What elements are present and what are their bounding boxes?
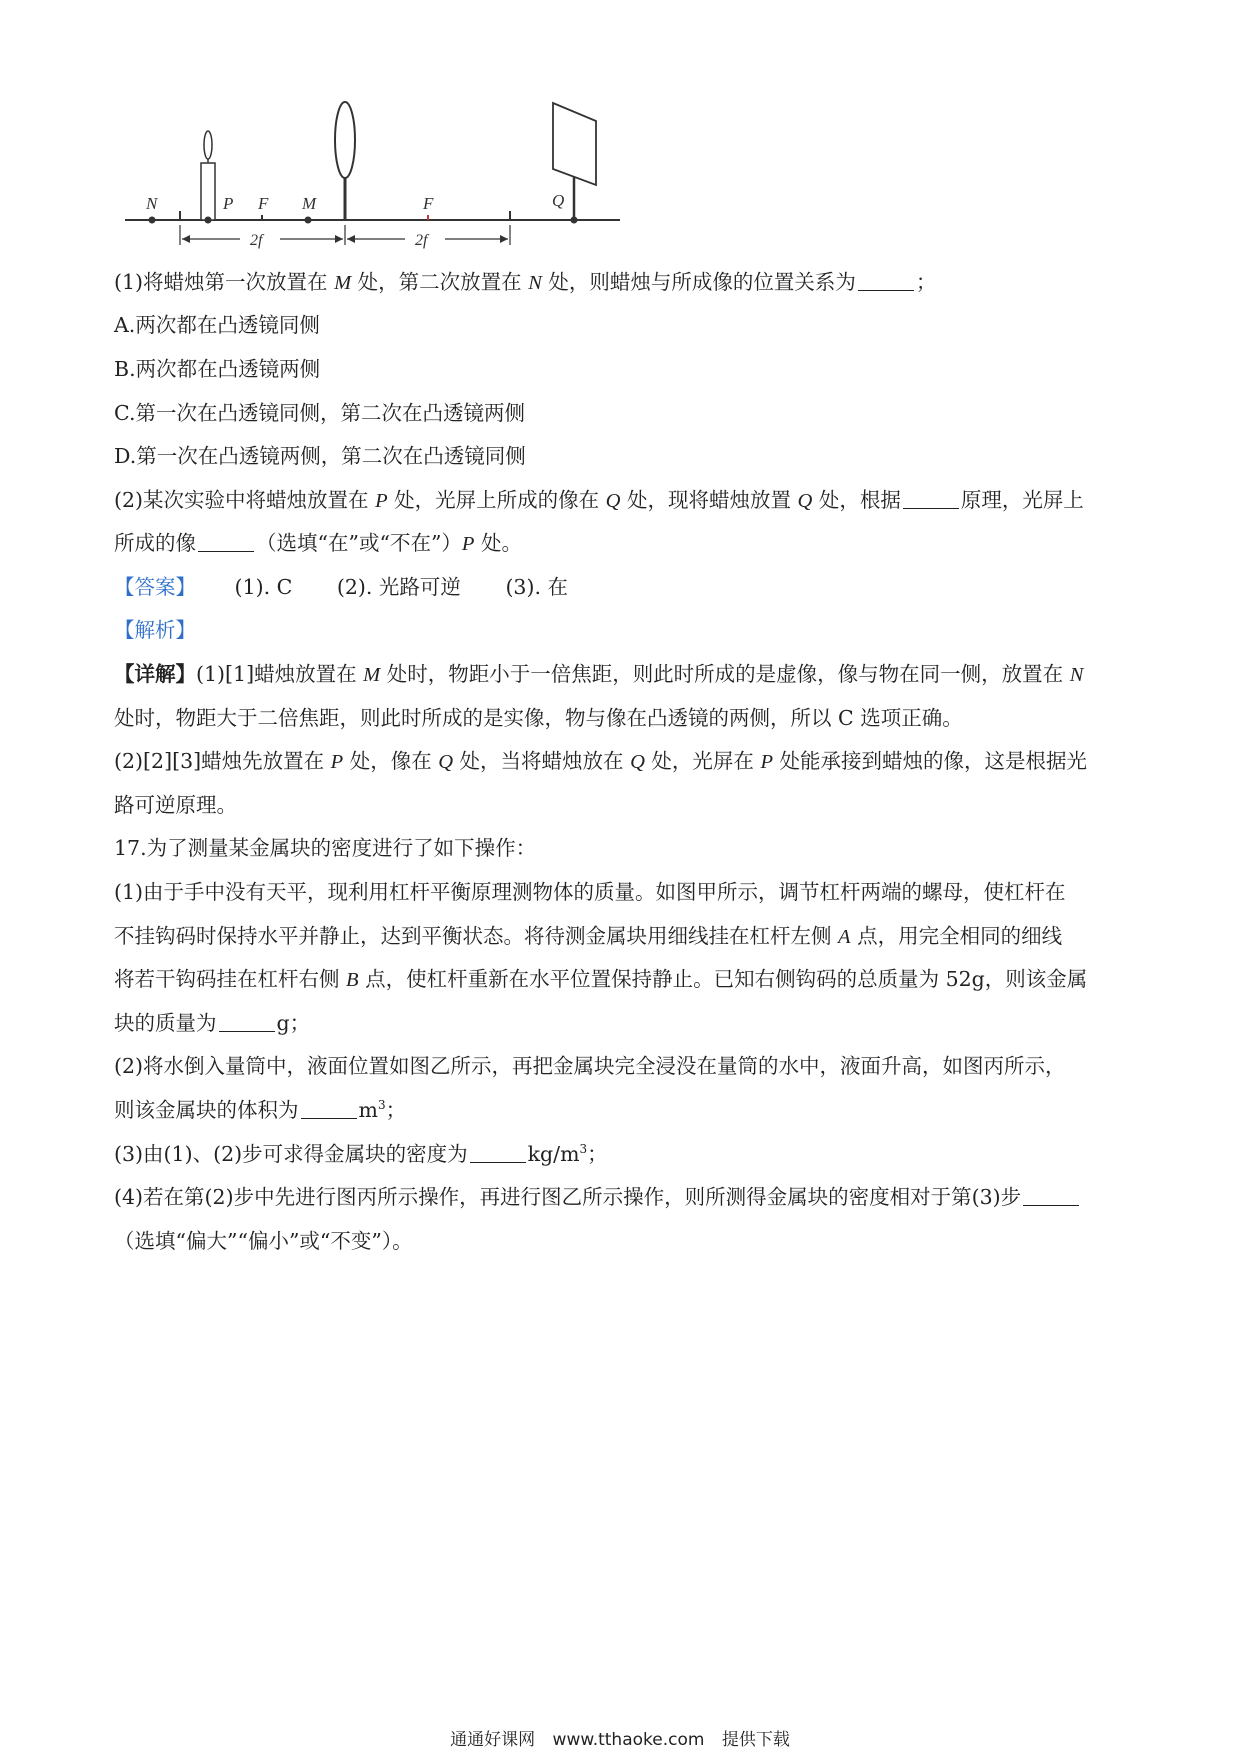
text: 点，用完全相同的细线 bbox=[850, 924, 1063, 948]
var-p: P bbox=[760, 751, 773, 773]
point-m-dot bbox=[305, 217, 312, 224]
label-m: M bbox=[302, 194, 317, 213]
q17-part1-line4 bbox=[114, 1007, 1134, 1039]
detail-line1 bbox=[114, 658, 1134, 691]
text: g； bbox=[276, 1011, 311, 1035]
answer-blank[interactable] bbox=[858, 270, 914, 291]
q16-part2-line1 bbox=[114, 484, 1134, 517]
text: (2)[2][3]蜡烛先放置在 bbox=[114, 749, 331, 773]
text: 原理，光屏上 bbox=[960, 488, 1084, 512]
q16-part1-end: ； bbox=[915, 270, 937, 294]
var-p: P bbox=[330, 751, 344, 773]
var-q: Q bbox=[630, 751, 645, 773]
answer-3: (3). 在 bbox=[505, 575, 569, 599]
text: 将若干钩码挂在杠杆右侧 bbox=[114, 967, 347, 991]
arrow-left-end bbox=[335, 235, 343, 243]
point-p-dot bbox=[205, 217, 212, 224]
text: 处时，物距小于一倍焦距，则此时所成的是虚像，像与物在同一侧，放置在 bbox=[380, 662, 1070, 686]
q16-part1-mid: 处，第二次放置在 bbox=[351, 270, 529, 294]
footer-url[interactable]: www.tthaoke.com bbox=[552, 1730, 705, 1750]
arrow-left-start bbox=[182, 235, 190, 243]
q17-part4-line2: （选填“偏大”“偏小”或“不变”）。 bbox=[114, 1229, 413, 1253]
q16-part1-suffix: 处，则蜡烛与所成像的位置关系为 bbox=[541, 270, 856, 294]
q17-part2-line1: (2)将水倒入量筒中，液面位置如图乙所示，再把金属块完全浸没在量筒的水中，液面升高，如图丙所示， bbox=[114, 1054, 1066, 1078]
var-a: A bbox=[838, 926, 851, 948]
text: (1)[1]蜡烛放置在 bbox=[196, 662, 364, 686]
label-n: N bbox=[146, 194, 158, 213]
var-n: N bbox=[528, 272, 542, 294]
q16-part1 bbox=[114, 266, 1134, 299]
answer-tag: 【答案】 bbox=[114, 575, 196, 599]
candle-body bbox=[201, 163, 215, 220]
var-b: B bbox=[346, 969, 359, 991]
text: 处，根据 bbox=[812, 488, 901, 512]
option-c: C.第一次在凸透镜同侧，第二次在凸透镜两侧 bbox=[114, 401, 525, 425]
text: 处，现将蜡烛放置 bbox=[620, 488, 798, 512]
q17-part2-line2 bbox=[114, 1094, 1134, 1126]
answer-blank[interactable] bbox=[301, 1098, 357, 1119]
footer-site-name: 通通好课网 bbox=[450, 1730, 536, 1750]
text: (3)由(1)、(2)步可求得金属块的密度为 bbox=[114, 1142, 468, 1166]
var-m: M bbox=[334, 272, 352, 294]
text: kg/m bbox=[527, 1142, 580, 1166]
point-n-dot bbox=[149, 217, 156, 224]
footer-note: 提供下载 bbox=[721, 1730, 790, 1750]
answer-1: (1). C bbox=[234, 575, 293, 599]
text: (4)若在第(2)步中先进行图丙所示操作，再进行图乙所示操作，则所测得金属块的密度相对于第(3)步 bbox=[114, 1185, 1022, 1209]
page-footer bbox=[0, 1725, 1240, 1750]
var-p: P bbox=[461, 533, 475, 555]
var-q: Q bbox=[438, 751, 454, 773]
var-q: Q bbox=[797, 490, 813, 512]
label-f-right: F bbox=[423, 194, 434, 213]
dim-label-left: 2f bbox=[250, 232, 263, 249]
var-p: P bbox=[375, 490, 388, 512]
var-m: M bbox=[363, 664, 381, 686]
label-q: Q bbox=[552, 191, 565, 210]
option-b: B.两次都在凸透镜两侧 bbox=[114, 357, 321, 381]
q17-part4-line1 bbox=[114, 1181, 1134, 1213]
answer-blank[interactable] bbox=[219, 1011, 275, 1032]
q17-part1-line1: (1)由于手中没有天平，现利用杠杆平衡原理测物体的质量。如图甲所示，调节杠杆两端的螺母，使杠杆在 bbox=[114, 880, 1066, 904]
text: 点，使杠杆重新在水平位置保持静止。已知右侧钩码的总质量为 52g，则该金属 bbox=[358, 967, 1088, 991]
q16-part1-prefix: (1)将蜡烛第一次放置在 bbox=[114, 270, 335, 294]
text: 处，当将蜡烛放在 bbox=[453, 749, 631, 773]
option-d: D.第一次在凸透镜两侧，第二次在凸透镜同侧 bbox=[114, 444, 526, 468]
detail-line3 bbox=[114, 745, 1134, 778]
text: m bbox=[358, 1098, 378, 1122]
dim-label-right: 2f bbox=[415, 232, 428, 249]
text: ； bbox=[385, 1098, 407, 1122]
text: 块的质量为 bbox=[114, 1011, 217, 1035]
label-f-left: F bbox=[258, 194, 269, 213]
option-a: A.两次都在凸透镜同侧 bbox=[114, 313, 320, 337]
text: 处，光屏在 bbox=[644, 749, 761, 773]
text: （选填“在”或“不在”） bbox=[256, 531, 462, 555]
detail-tag: 【详解】 bbox=[114, 662, 196, 686]
q17-title: 17.为了测量某金属块的密度进行了如下操作： bbox=[114, 836, 537, 860]
answer-blank[interactable] bbox=[1023, 1185, 1079, 1206]
label-p: P bbox=[223, 194, 234, 213]
answer-blank[interactable] bbox=[198, 531, 254, 552]
text: 所成的像 bbox=[114, 531, 196, 555]
text: 处，像在 bbox=[343, 749, 439, 773]
arrow-right-end bbox=[500, 235, 508, 243]
answer-2: (2). 光路可逆 bbox=[336, 575, 461, 599]
q17-part1-line3 bbox=[114, 963, 1134, 996]
answer-blank[interactable] bbox=[903, 488, 959, 509]
superscript: 3 bbox=[377, 1098, 386, 1113]
analysis-tag: 【解析】 bbox=[114, 618, 196, 642]
text: 则该金属块的体积为 bbox=[114, 1098, 299, 1122]
q17-part3 bbox=[114, 1138, 1134, 1170]
text: 处能承接到蜡烛的像，这是根据光 bbox=[772, 749, 1087, 773]
text: ； bbox=[587, 1142, 608, 1166]
var-q: Q bbox=[605, 490, 621, 512]
point-q-dot bbox=[571, 217, 578, 224]
var-n: N bbox=[1069, 664, 1084, 686]
convex-lens bbox=[335, 102, 355, 178]
text: 不挂钩码时保持水平并静止，达到平衡状态。将待测金属块用细线挂在杠杆左侧 bbox=[114, 924, 839, 948]
text: 处。 bbox=[474, 531, 522, 555]
answer-blank[interactable] bbox=[470, 1142, 526, 1163]
light-screen bbox=[553, 103, 596, 185]
text: (2)某次实验中将蜡烛放置在 bbox=[114, 488, 376, 512]
arrow-right-start bbox=[347, 235, 355, 243]
candle-flame bbox=[204, 131, 212, 159]
lens-experiment-diagram bbox=[100, 95, 700, 285]
detail-line2: 处时，物距大于二倍焦距，则此时所成的是实像，物与像在凸透镜的两侧，所以 C 选项正确。 bbox=[114, 706, 963, 730]
text: 处，光屏上所成的像在 bbox=[387, 488, 606, 512]
answer-line bbox=[114, 571, 1134, 603]
superscript: 3 bbox=[579, 1142, 588, 1157]
q17-part1-line2 bbox=[114, 920, 1134, 953]
q16-part2-line2 bbox=[114, 527, 1134, 560]
detail-line4: 路可逆原理。 bbox=[114, 793, 237, 817]
